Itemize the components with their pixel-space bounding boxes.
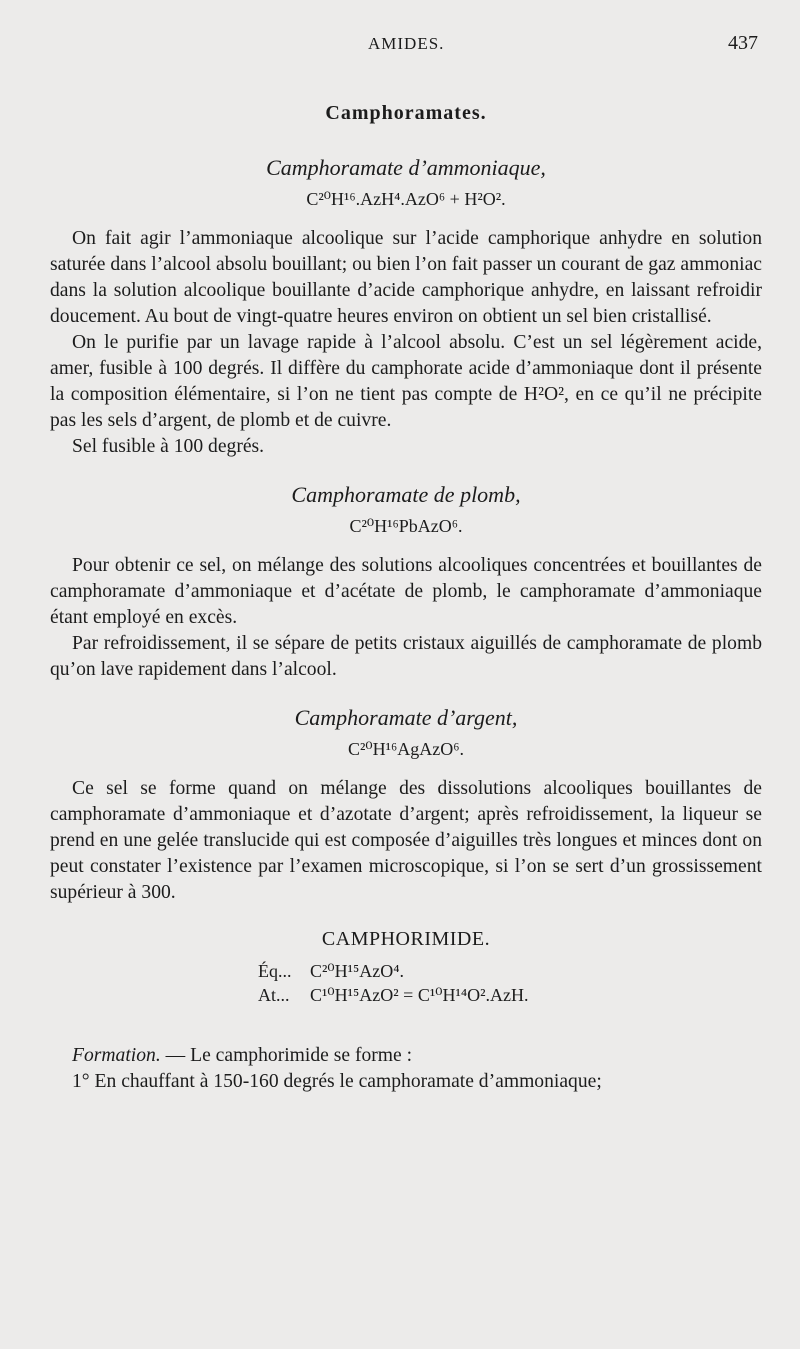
at-formula-line — [258, 983, 762, 1007]
silver-paragraph-1: Ce sel se forme quand on mélange des dissolutions alcooliques bouillantes de camphoramate d’ammoniaque et d’azotate d’argent; après refroidissement, la liqueur se prend en une gelée translucide qui est composée d’aiguilles très longues et minces dont on peut constater l’existence par l’examen microscopique, si l’on se sert d’un grossissement supérieur à 300. — [50, 778, 762, 903]
running-head — [0, 32, 800, 58]
at-label: At... — [258, 985, 290, 1005]
formation-item-1: 1° En chauffant à 150-160 degrés le camphoramate d’ammoniaque; — [72, 1071, 602, 1092]
lead-heading: Camphoramate de plomb, — [291, 482, 521, 507]
formation-line — [50, 1043, 762, 1069]
ammonia-paragraph-3: Sel fusible à 100 degrés. — [72, 436, 265, 457]
silver-heading: Camphoramate d’argent, — [294, 705, 518, 730]
formation-text: — Le camphorimide se forme : — [160, 1045, 413, 1066]
lead-paragraph-2: Par refroidissement, il se sépare de petits cristaux aiguillés de camphoramate de plomb qu’on lave rapidement dans l’alcool. — [50, 633, 762, 680]
formation-label: Formation. — [72, 1045, 161, 1066]
ammonia-formula: C²⁰H¹⁶.AzH⁴.AzO⁶ + H²O². — [306, 189, 506, 209]
camphorimide-title: CAMPHORIMIDE. — [321, 928, 491, 950]
lead-paragraph-1: Pour obtenir ce sel, on mélange des solutions alcooliques concentrées et bouillantes de camphoramate d’ammoniaque et d’acétate de plomb, le camphoramate d’ammoniaque étant employé en excès. — [50, 555, 762, 628]
ammonia-paragraph-2: On le purifie par un lavage rapide à l’alcool absolu. C’est un sel légèrement acide, amer, fusible à 100 degrés. Il diffère du camphorate acide d’ammoniaque dont il présente la composition élémentaire, si l’on ne tient pas compte de H²O², en ce qu’il ne précipite pas les sels d’argent, de plomb et de cuivre. — [50, 332, 762, 431]
eq-formula-line — [258, 959, 762, 983]
page-content — [50, 102, 762, 1095]
silver-formula: C²⁰H¹⁶AgAzO⁶. — [347, 739, 465, 759]
eq-label: Éq... — [258, 961, 292, 981]
section-title: Camphoramates. — [325, 102, 487, 124]
running-head-title: AMIDES. — [368, 34, 445, 53]
ammonia-heading: Camphoramate d’ammoniaque, — [266, 155, 546, 180]
ammonia-paragraph-1: On fait agir l’ammoniaque alcoolique sur l’acide camphorique anhydre en solution saturée dans l’alcool absolu bouillant; ou bien l’on fait passer un courant de gaz ammoniac dans la solution alcoolique bouillante d’acide camphorique anhydre, en laissant refroidir doucement. Au bout de vingt-quatre heures environ on obtient un sel bien cristallisé. — [50, 228, 762, 327]
at-formula: C¹⁰H¹⁵AzO² = C¹⁰H¹⁴O².AzH. — [310, 985, 529, 1005]
camphorimide-formulas — [258, 959, 762, 1007]
eq-formula: C²⁰H¹⁵AzO⁴. — [310, 961, 405, 981]
page-number: 437 — [728, 32, 758, 54]
lead-formula: C²⁰H¹⁶PbAzO⁶. — [349, 516, 463, 536]
